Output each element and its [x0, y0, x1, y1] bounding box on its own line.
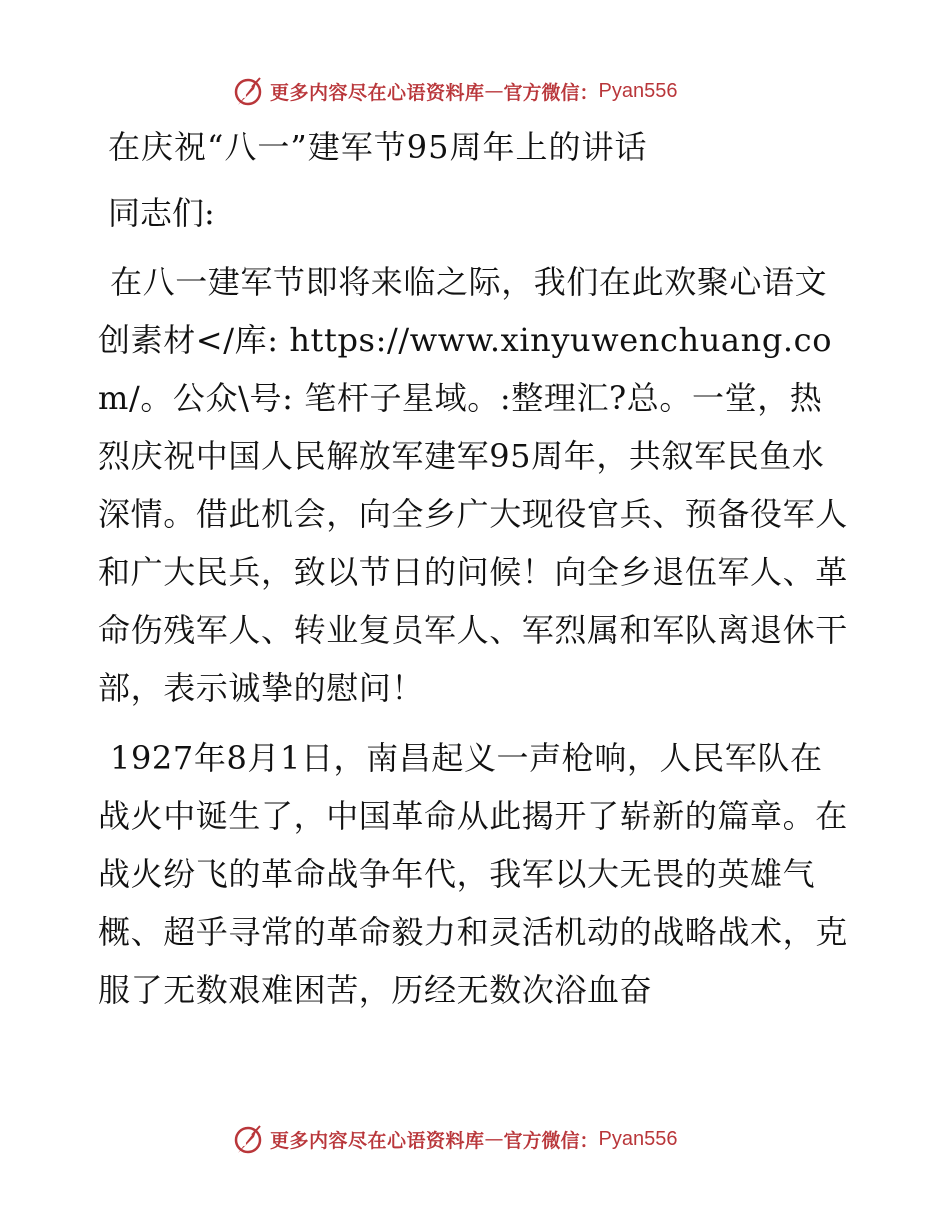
document-body [98, 119, 850, 1019]
watermark-dash: — [484, 1128, 504, 1150]
greeting: 同志们: [108, 194, 215, 232]
watermark-dash: — [484, 80, 504, 102]
watermark-main-text: 更多内容尽在心语资料库 [270, 1129, 485, 1152]
watermark-wechat-id: Pyan556 [598, 79, 678, 102]
paragraph-1: 在八一建军节即将来临之际，我们在此欢聚心语文创素材</库: https://www.xinyuwenchuang.com/。公众\号: 笔杆子星域。:整理汇?总。一堂，热烈庆祝中国人民解放军建军95周年，共叙军民鱼水深情。借此机会，向全乡广大现役官兵、预备役军人和广大民兵，致以节日的问候！向全乡退伍军人、革命伤残军人、转业复员军人、军烈属和军队离退休干部，表示诚挚的慰问！ [98, 263, 848, 707]
quill-pen-logo-icon [232, 1123, 264, 1155]
watermark-wechat-label: 官方微信： [503, 1129, 599, 1152]
header-watermark [232, 74, 678, 108]
watermark-main-text: 更多内容尽在心语资料库 [270, 81, 485, 104]
watermark-wechat-label: 官方微信： [503, 81, 599, 104]
document-title: 在庆祝“八一”建军节95周年上的讲话 [108, 128, 648, 166]
quill-pen-logo-icon [232, 75, 264, 107]
watermark-wechat-id: Pyan556 [598, 1127, 678, 1150]
paragraph-2: 1927年8月1日，南昌起义一声枪响，人民军队在战火中诞生了，中国革命从此揭开了崭新的篇章。在战火纷飞的革命战争年代，我军以大无畏的英雄气概、超乎寻常的革命毅力和灵活机动的战略战术，克服了无数艰难困苦，历经无数次浴血奋 [98, 739, 848, 1009]
footer-watermark [232, 1122, 678, 1156]
